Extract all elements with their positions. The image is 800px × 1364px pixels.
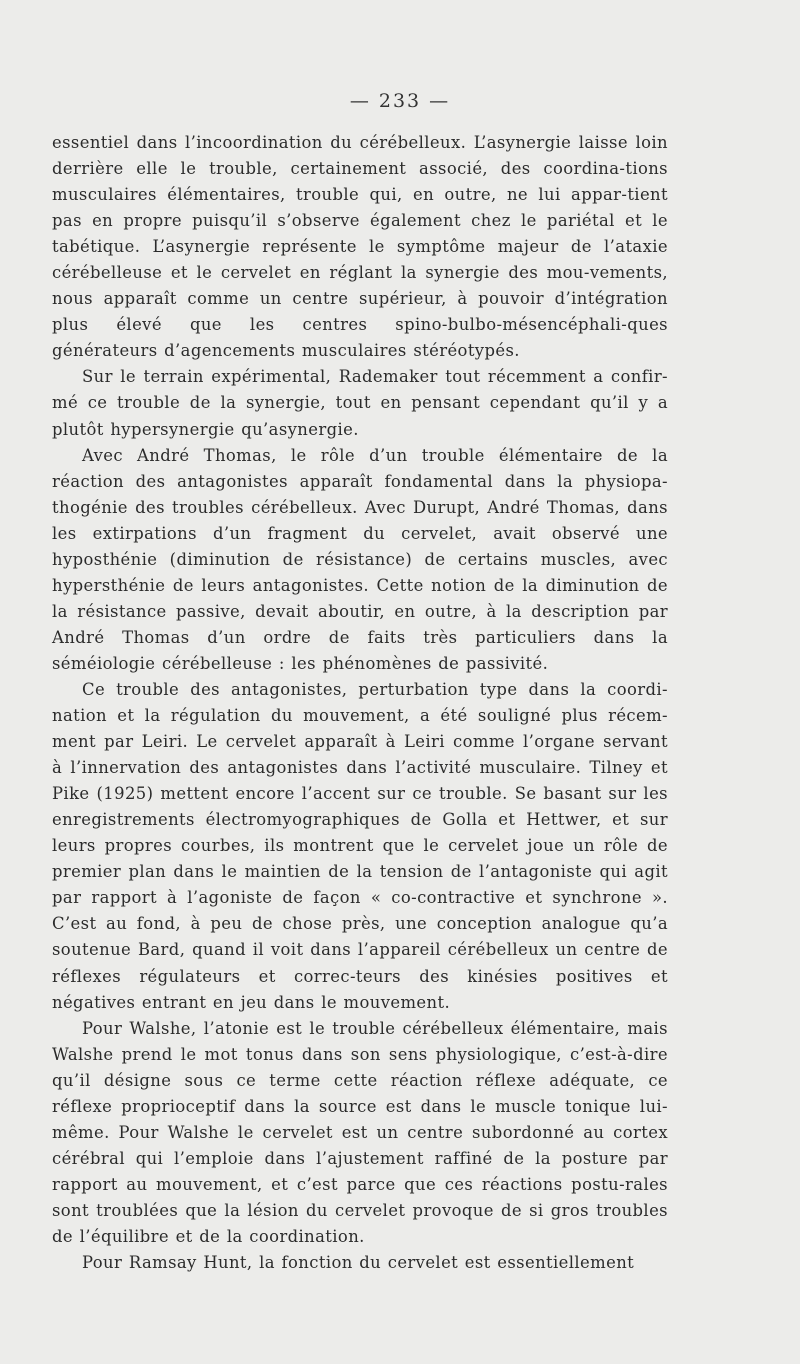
page-number: — 233 — — [349, 90, 451, 112]
body-text — [52, 130, 668, 1276]
paragraph-6: Pour Ramsay Hunt, la fonction du cervelet est essentiellement — [82, 1253, 635, 1273]
paragraph-5: Pour Walshe, l’atonie est le trouble cérébelleux élémentaire, mais Walshe prend le mot tonus dans son sens physiologique, c’est-à-dire qu’il désigne sous ce terme cette réaction réflexe adéquate, ce réflexe proprioceptif dans la source est dans le muscle tonique lui-même. Pour Walshe le cervelet est un centre subordonné au cortex cérébral qui l’emploie dans l’ajustement raffiné de la posture par rapport au mouvement, et c’est parce que ces réactions postu-rales sont troublées que la lésion du cervelet provoque de si gros troubles de l’équilibre et de la coordination. — [52, 1018, 668, 1246]
paragraph-4: Ce trouble des antagonistes, perturbation type dans la coordi-nation et la régulation du mouvement, a été souligné plus récem-ment par Leiri. Le cervelet apparaît à Leiri comme l’organe servant à l’innervation des antagonistes dans l’activité musculaire. Tilney et Pike (1925) mettent encore l’accent sur ce trouble. Se basant sur les enregistrements électromyographiques de Golla et Hettwer, et sur leurs propres courbes, ils montrent que le cervelet joue un rôle de premier plan dans le maintien de la tension de l’antagoniste qui agit par rapport à l’agoniste de façon « co-contractive et synchrone ». C’est au fond, à peu de chose près, une conception analogue qu’a soutenue Bard, quand il voit dans l’appareil cérébelleux un centre de réflexes régulateurs et correc-teurs des kinésies positives et négatives entrant en jeu dans le mouvement. — [52, 679, 668, 1012]
paragraph-2: Sur le terrain expérimental, Rademaker tout récemment a confir-mé ce trouble de la synergie, tout en pensant cependant qu’il y a plutôt hypersynergie qu’asynergie. — [52, 367, 668, 439]
paragraph-3: Avec André Thomas, le rôle d’un trouble élémentaire de la réaction des antagonistes apparaît fondamental dans la physiopa-thogénie des troubles cérébelleux. Avec Durupt, André Thomas, dans les extirpations d’un fragment du cervelet, avait observé une hyposthénie (diminution de résistance) de certains muscles, avec hypersthénie de leurs antagonistes. Cette notion de la diminution de la résistance passive, devait aboutir, en outre, à la description par André Thomas d’un ordre de faits très particuliers dans la séméiologie cérébelleuse : les phénomènes de passivité. — [52, 445, 668, 673]
paragraph-1: essentiel dans l’incoordination du cérébelleux. L’asynergie laisse loin derrière elle le trouble, certainement associé, des coordina-tions musculaires élémentaires, trouble qui, en outre, ne lui appar-tient pas en propre puisqu’il s’observe également chez le pariétal et le tabétique. L’asynergie représente le symptôme majeur de l’ataxie cérébelleuse et le cervelet en réglant la synergie des mou-vements, nous apparaît comme un centre supérieur, à pouvoir d’intégration plus élevé que les centres spino-bulbo-mésencéphali-ques générateurs d’agencements musculaires stéréotypés. — [52, 133, 668, 361]
